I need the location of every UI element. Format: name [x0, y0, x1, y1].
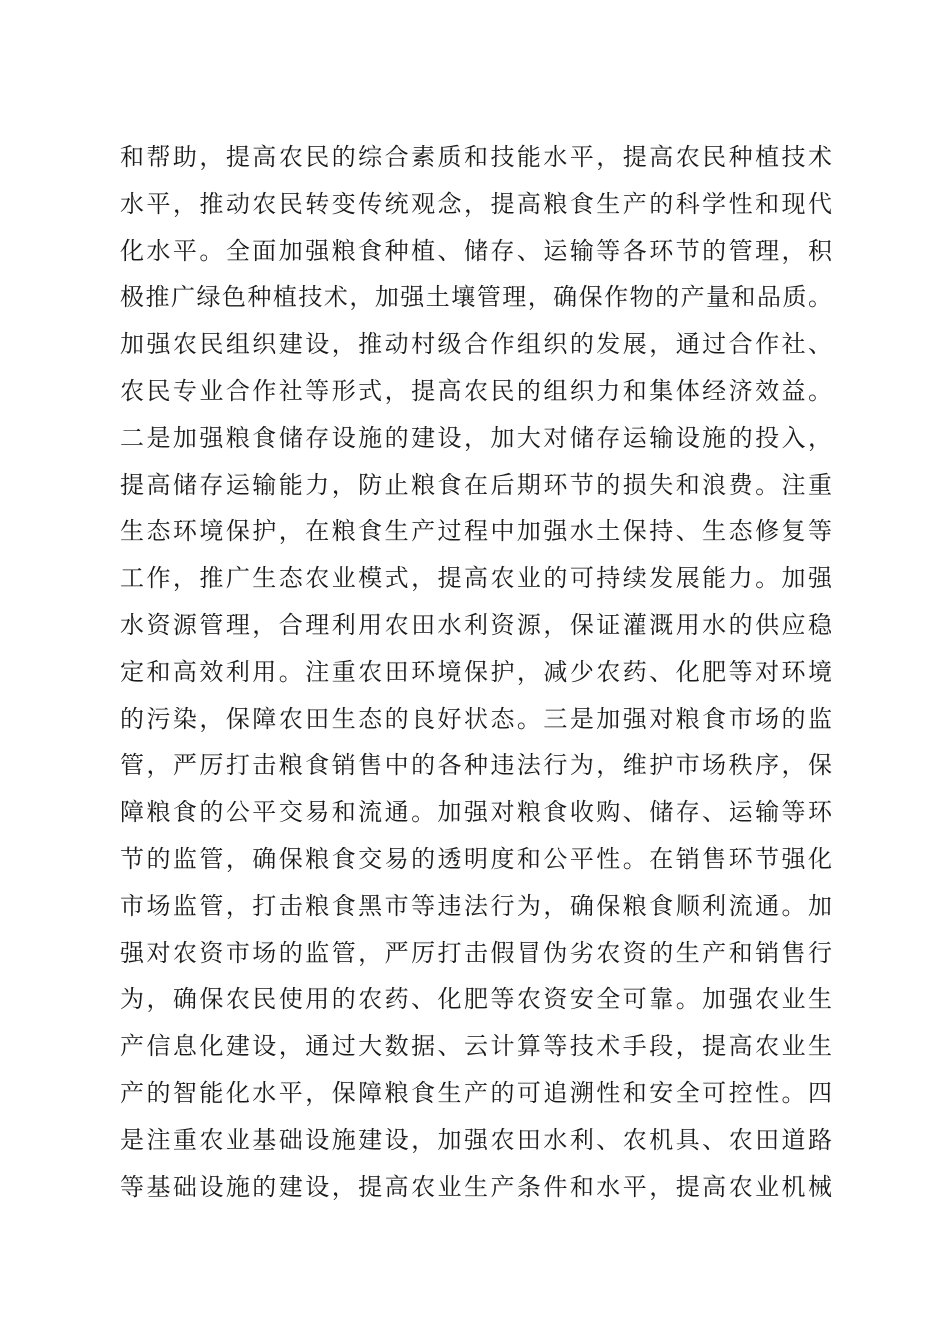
body-text — [120, 134, 832, 1210]
text-line: 农民专业合作社等形式，提高农民的组织力和集体经济效益。 — [120, 376, 832, 405]
text-line: 市场监管，打击粮食黑市等违法行为，确保粮食顺利流通。加 — [120, 891, 832, 920]
text-line: 强对农资市场的监管，严厉打击假冒伪劣农资的生产和销售行 — [120, 938, 832, 967]
text-line: 加强农民组织建设，推动村级合作组织的发展，通过合作社、 — [120, 330, 832, 359]
text-line: 工作，推广生态农业模式，提高农业的可持续发展能力。加强 — [120, 564, 832, 593]
text-line: 产信息化建设，通过大数据、云计算等技术手段，提高农业生 — [120, 1032, 832, 1061]
text-line: 生态环境保护，在粮食生产过程中加强水土保持、生态修复等 — [120, 517, 832, 546]
text-line: 节的监管，确保粮食交易的透明度和公平性。在销售环节强化 — [120, 844, 832, 873]
text-line: 产的智能化水平，保障粮食生产的可追溯性和安全可控性。四 — [120, 1078, 832, 1107]
text-line: 为，确保农民使用的农药、化肥等农资安全可靠。加强农业生 — [120, 985, 832, 1014]
text-line: 障粮食的公平交易和流通。加强对粮食收购、储存、运输等环 — [120, 798, 832, 827]
text-line: 和帮助，提高农民的综合素质和技能水平，提高农民种植技术 — [120, 143, 832, 171]
text-line: 水资源管理，合理利用农田水利资源，保证灌溉用水的供应稳 — [120, 610, 832, 639]
text-line: 管，严厉打击粮食销售中的各种违法行为，维护市场秩序，保 — [120, 751, 832, 780]
text-line: 水平，推动农民转变传统观念，提高粮食生产的科学性和现代 — [120, 189, 832, 218]
text-line: 定和高效利用。注重农田环境保护，减少农药、化肥等对环境 — [120, 657, 832, 686]
text-line: 是注重农业基础设施建设，加强农田水利、农机具、农田道路 — [120, 1125, 832, 1154]
text-line: 二是加强粮食储存设施的建设，加大对储存运输设施的投入， — [120, 423, 832, 452]
text-line: 提高储存运输能力，防止粮食在后期环节的损失和浪费。注重 — [120, 470, 832, 499]
text-line: 等基础设施的建设，提高农业生产条件和水平，提高农业机械 — [120, 1172, 832, 1201]
text-line: 的污染，保障农田生态的良好状态。三是加强对粮食市场的监 — [120, 704, 832, 733]
text-line: 化水平。全面加强粮食种植、储存、运输等各环节的管理，积 — [120, 236, 832, 265]
text-line: 极推广绿色种植技术，加强土壤管理，确保作物的产量和品质。 — [120, 283, 832, 312]
